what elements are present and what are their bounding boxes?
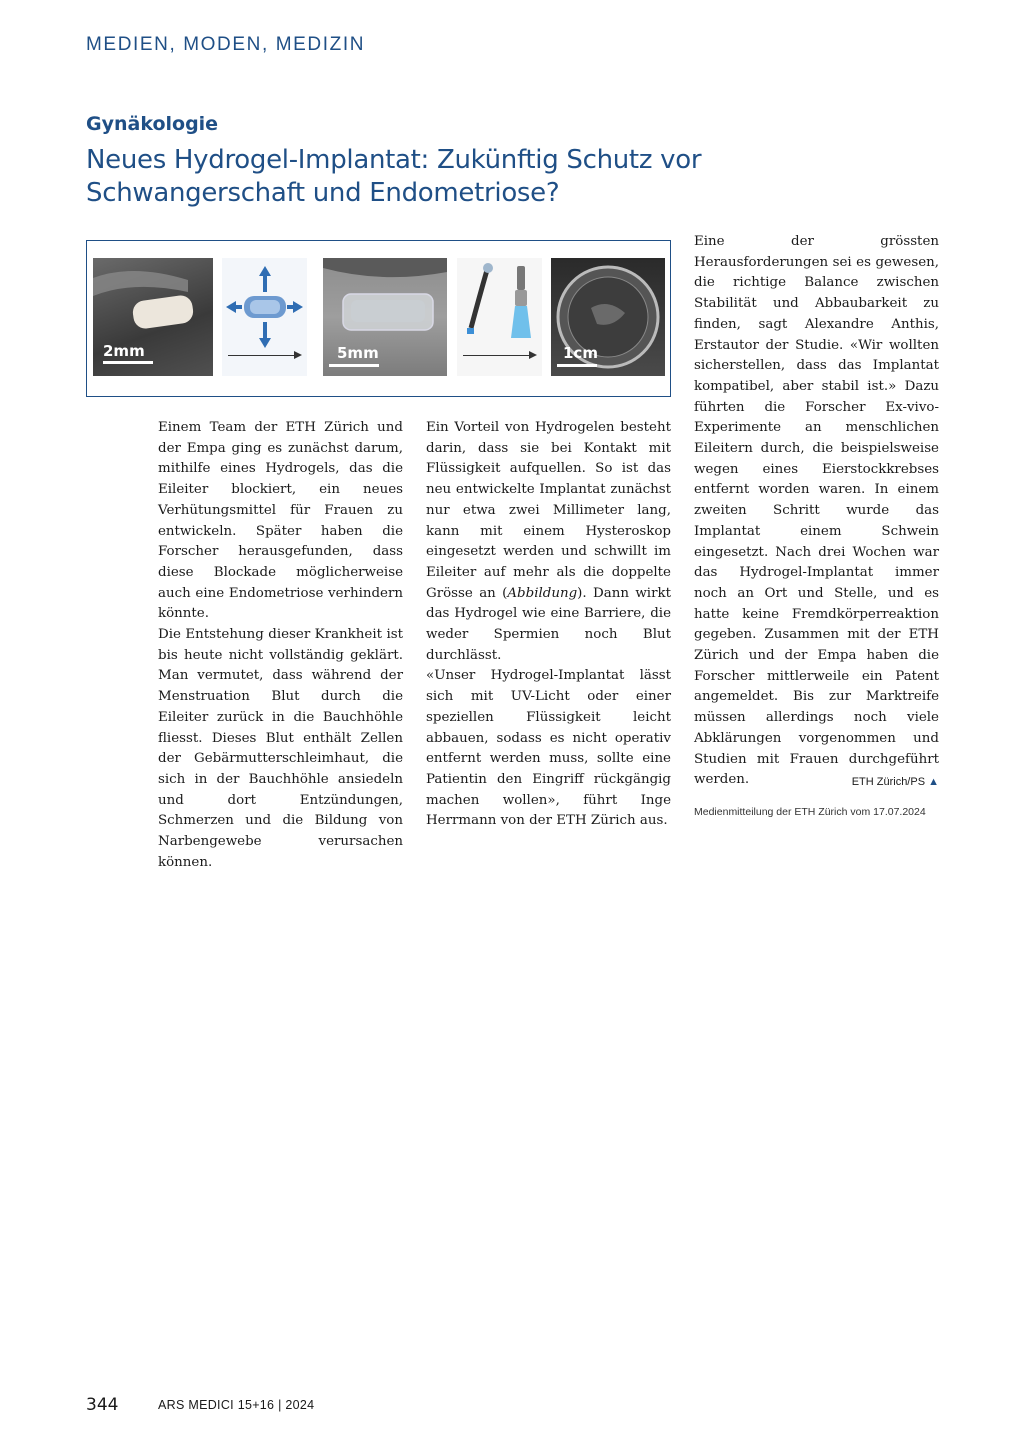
scale-label-3: 1cm — [563, 344, 598, 362]
arrow-head-2 — [529, 351, 537, 359]
figure-panel-dish — [551, 258, 665, 376]
col1-paragraph-2: Die Entstehung dieser Krankheit ist bis heute nicht vollständig geklärt. Man vermutet, dass während der Menstruation Blut durch die Eileiter zurück in die Bauchhöhle fliesst. Dieses Blut enthält Zellen der Gebärmutterschleimhaut, die sich in der Bauchhöhle ansiedeln und dort Entzündungen, Schmerzen und die Bildung von Narbengewebe verursachen können. — [158, 627, 403, 870]
scale-bar-3 — [557, 364, 597, 367]
signature-text: ETH Zürich/PS — [851, 776, 926, 789]
figure-panel-implant-dry — [93, 258, 213, 376]
arrow-line-1 — [228, 355, 294, 356]
article-title: Neues Hydrogel-Implantat: Zukünftig Schutz vor Schwangerschaft und Endometriose? — [86, 145, 702, 208]
col2-p1-text-before: Ein Vorteil von Hydrogelen besteht darin, dass sie bei Kontakt mit Flüssigkeit aufquellen. So ist das neu entwickelte Implantat zunächst nur etwa zwei Millimeter lang, kann mit einem Hysteroskop eingesetzt werden und schwillt im Eileiter auf mehr als die doppelte Grösse an ( — [426, 420, 671, 601]
col3-text: Eine der grössten Herausforderungen sei es gewesen, die richtige Balance zwischen Stabilität und Abbaubarkeit zu finden, sagt Alexandre Anthis, Erstautor der Studie. «Wir wollten sicherstellen, dass das Implantat kompatibel, aber stabil ist.» Dazu führten die Forscher Ex-vivo-Experimente an menschlichen Eileitern durch, die beispielsweise wegen eines Eierstockkrebses entfernt worden waren. In einem zweiten Schritt wurde das Implantat einem Schwein eingesetzt. Nach drei Wochen war das Hydrogel-Implantat immer noch an Ort und Stelle, und es hatte keine Fremdkörperreaktion gegeben. Zusammen mit der ETH Zürich und der Empa haben die Forscher mittlerweile ein Patent angemeldet. Bis zur Marktreife müssen allerdings noch viele Abklärungen vorgenommen und Studien mit Frauen durchgeführt werden. — [694, 234, 939, 788]
col2-paragraph-1 — [426, 418, 671, 666]
section-header: MEDIEN, MODEN, MEDIZIN — [86, 34, 366, 55]
article-column-3 — [694, 232, 939, 819]
article-category: Gynäkologie — [86, 113, 219, 135]
scale-label-1: 2mm — [103, 342, 145, 360]
article-column-1 — [158, 418, 403, 873]
col1-paragraph-1: Einem Team der ETH Zürich und der Empa ging es zunächst darum, mithilfe eines Hydrogels, das die Eileiter blockiert, ein neues Verhütungsmittel für Frauen zu entwickeln. Später haben die Forscher herausgefunden, dass diese Blockade möglicherweise auch eine Endometriose verhindern könnte. — [158, 420, 403, 622]
article-signature — [852, 772, 939, 793]
col2-paragraph-2: «Unser Hydrogel-Implantat lässt sich mit UV-Licht oder einer speziellen Flüssigkeit leicht abbauen, sodass es nicht operativ entfernt werden muss, sollte eine Patientin den Eingriff rückgängig machen wollen», führt Inge Herrmann von der ETH Zürich aus. — [426, 668, 671, 829]
scale-bar-1 — [103, 361, 153, 364]
figure-reference: Abbildung — [507, 585, 578, 601]
figure-panel-implant-swollen — [323, 258, 447, 376]
article-column-2 — [426, 418, 671, 832]
end-triangle-icon: ▲ — [928, 776, 939, 789]
arrow-line-2 — [463, 355, 529, 356]
article-figure — [86, 240, 671, 397]
arrow-head-1 — [294, 351, 302, 359]
page-number: 344 — [86, 1395, 119, 1415]
source-note: Medienmitteilung der ETH Zürich vom 17.07.2024 — [694, 805, 926, 818]
scale-bar-2 — [329, 364, 379, 367]
scale-label-2: 5mm — [337, 344, 379, 362]
col2-p1-text-after: ). Dann wirkt das Hydrogel wie eine Barriere, die weder Spermien noch Blut durchlässt. — [426, 585, 671, 663]
journal-issue: ARS MEDICI 15+16 | 2024 — [158, 1398, 315, 1412]
col3-paragraph — [694, 232, 939, 791]
